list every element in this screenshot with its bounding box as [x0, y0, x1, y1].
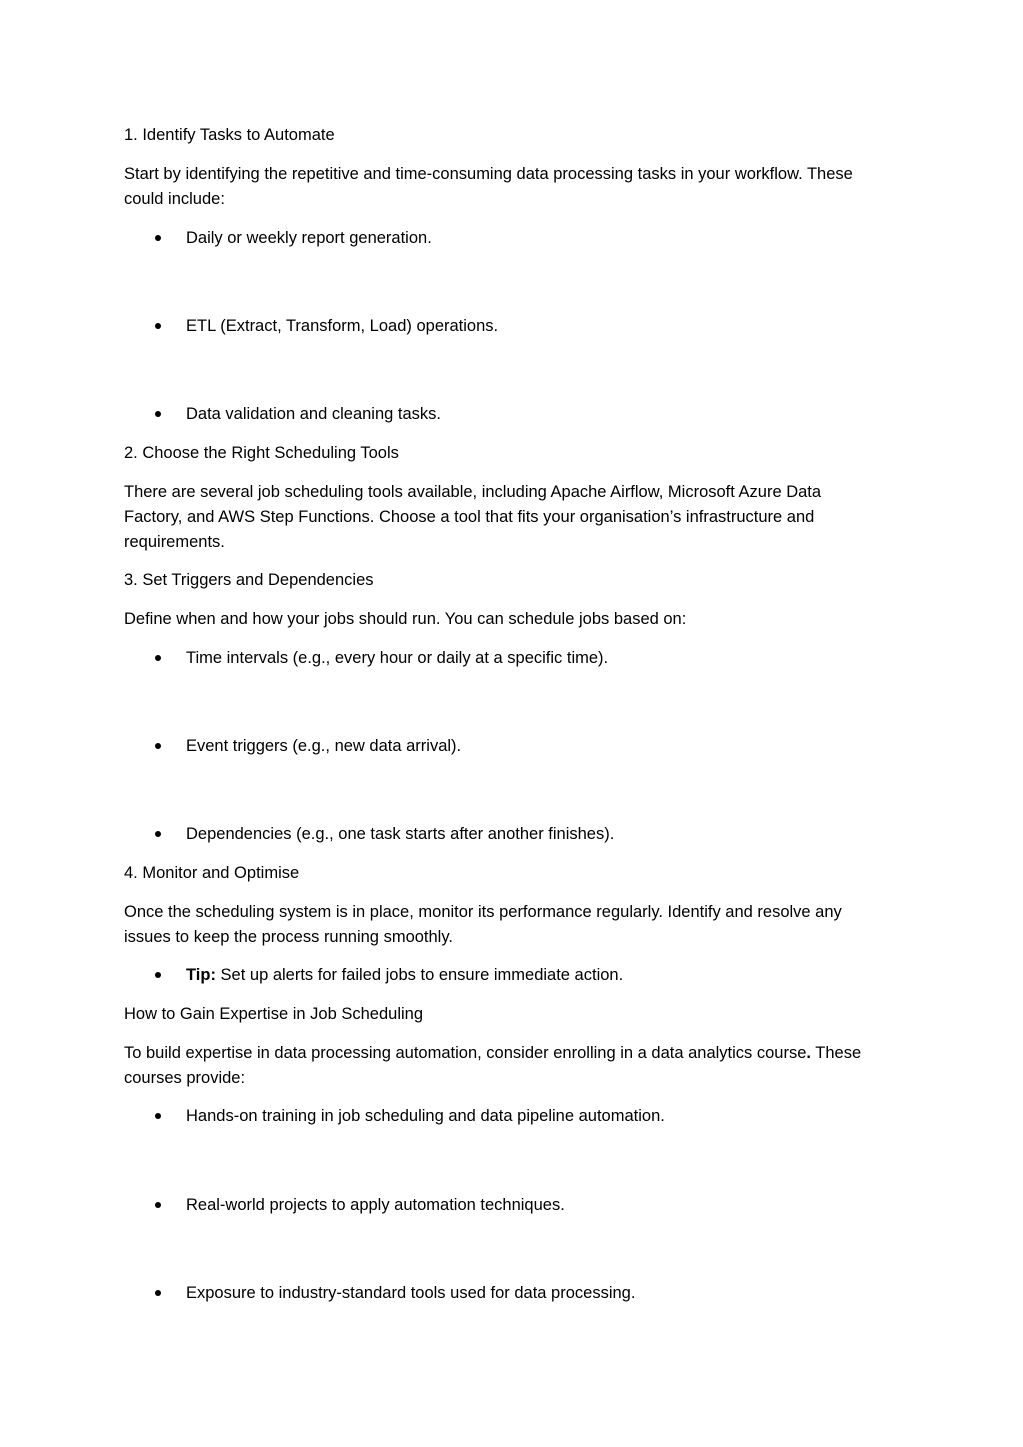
section-4-heading: 4. Monitor and Optimise	[124, 864, 300, 882]
section-2-paragraph-line-3: requirements.	[124, 533, 225, 551]
list-item: Dependencies (e.g., one task starts after another finishes).	[186, 825, 615, 843]
section-1-paragraph-line-1: Start by identifying the repetitive and time-consuming data processing tasks in your workflow. These	[124, 165, 853, 183]
section-5-paragraph-line-1	[124, 1041, 861, 1066]
section-3-heading: 3. Set Triggers and Dependencies	[124, 571, 374, 589]
section-5-paragraph-line-2: courses provide:	[124, 1069, 246, 1087]
section-5-heading: How to Gain Expertise in Job Scheduling	[124, 1005, 423, 1023]
section-2-paragraph-line-1: There are several job scheduling tools available, including Apache Airflow, Microsoft Azure Data	[124, 483, 822, 501]
section-2-paragraph-line-2: Factory, and AWS Step Functions. Choose a tool that fits your organisation’s infrastructure and	[124, 508, 815, 526]
bold-period: .	[806, 1044, 811, 1062]
section-1-heading: 1. Identify Tasks to Automate	[124, 126, 335, 144]
bullet-icon	[155, 822, 163, 830]
section-5-paragraph-text: To build expertise in data processing automation, consider enrolling in a data analytics course	[124, 1044, 807, 1062]
section-4-paragraph-line-1: Once the scheduling system is in place, monitor its performance regularly. Identify and resolve any	[124, 903, 842, 921]
list-item: Event triggers (e.g., new data arrival).	[186, 737, 462, 755]
bullet-icon	[155, 1193, 163, 1201]
list-item: Real-world projects to apply automation techniques.	[186, 1196, 565, 1214]
tip-text: Set up alerts for failed jobs to ensure immediate action.	[215, 966, 624, 984]
section-1-paragraph-line-2: could include:	[124, 190, 225, 208]
tip-list-item	[186, 963, 623, 988]
bullet-icon	[155, 734, 163, 742]
list-item: Time intervals (e.g., every hour or daily at a specific time).	[186, 649, 609, 667]
section-4-paragraph-line-2: issues to keep the process running smoothly.	[124, 928, 453, 946]
list-item: ETL (Extract, Transform, Load) operations.	[186, 317, 499, 335]
list-item: Exposure to industry-standard tools used for data processing.	[186, 1284, 636, 1302]
bullet-icon	[155, 646, 163, 654]
bullet-icon	[155, 1104, 163, 1112]
list-item: Data validation and cleaning tasks.	[186, 405, 441, 423]
bullet-icon	[155, 963, 163, 971]
tip-label: Tip:	[186, 966, 216, 984]
list-item: Daily or weekly report generation.	[186, 229, 432, 247]
section-2-heading: 2. Choose the Right Scheduling Tools	[124, 444, 399, 462]
bullet-icon	[155, 314, 163, 322]
bullet-icon	[155, 402, 163, 410]
bullet-icon	[155, 1281, 163, 1289]
list-item: Hands-on training in job scheduling and data pipeline automation.	[186, 1107, 665, 1125]
section-5-paragraph-text-end: These	[811, 1044, 862, 1062]
bullet-icon	[155, 226, 163, 234]
section-3-paragraph-line-1: Define when and how your jobs should run. You can schedule jobs based on:	[124, 610, 687, 628]
